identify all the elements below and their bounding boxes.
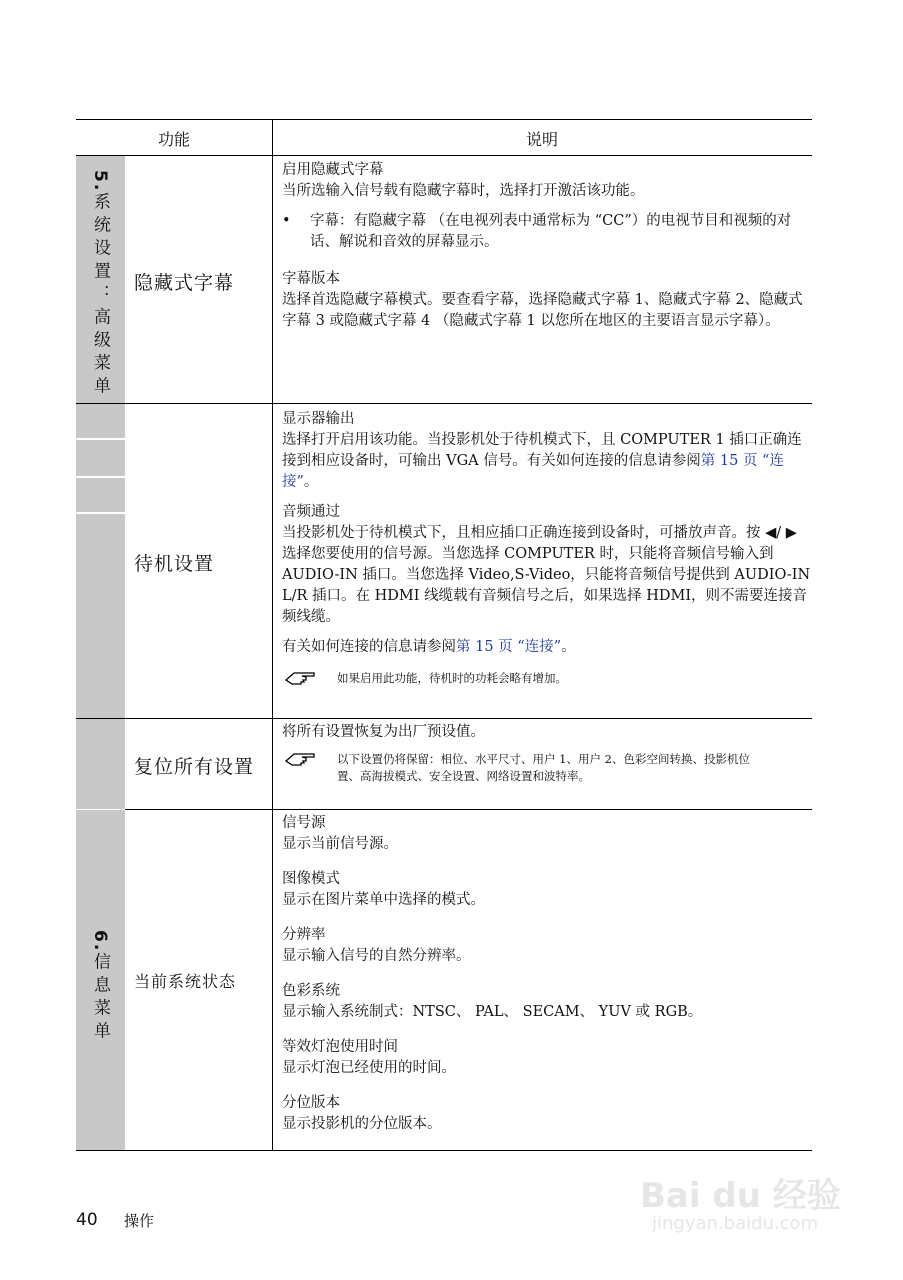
cc-description: [282, 160, 812, 332]
sidebar-block-b: [76, 440, 125, 476]
function-system-status: 当前系统状态: [134, 972, 237, 991]
monitor-out-text: [282, 430, 812, 493]
header-bottom-rule: [76, 155, 812, 156]
monitor-out-body: 选择打开启用该功能。当投影机处于待机模式下，且 COMPUTER 1 插口正确连接到相应设备时，可输出 VGA 信号。有关如何连接的信息请参阅: [282, 432, 802, 469]
status-firmware-title: 分位版本: [282, 1095, 340, 1111]
function-closed-caption: 隐藏式字幕: [134, 272, 235, 294]
section-5-number: 5.: [90, 170, 110, 193]
cc-version-title: 字幕版本: [282, 271, 340, 287]
status-description: [282, 813, 812, 1135]
connect-ref-end: 。: [561, 639, 576, 655]
connect-ref-text: [282, 637, 812, 658]
row-rule-3: [125, 809, 812, 810]
header-function: 功能: [157, 130, 190, 149]
table-bottom-rule: [76, 1150, 812, 1151]
pointing-hand-icon: [284, 749, 322, 769]
monitor-out-title: 显示器输出: [282, 411, 355, 427]
row-rule-2: [76, 718, 812, 719]
watermark-url: jingyan.baidu.com: [652, 1213, 819, 1234]
row-rule-1: [76, 403, 812, 404]
table-top-rule: [76, 119, 812, 120]
cc-bullet-text: 字幕：有隐藏字幕 （在电视列表中通常标为 “CC”）的电视节目和视频的对话、解说和音效的屏幕显示。: [310, 213, 792, 250]
status-resolution-text: 显示输入信号的自然分辨率。: [282, 948, 471, 964]
monitor-out-link[interactable]: 第 15 页 “连接”: [282, 453, 784, 490]
status-resolution-title: 分辨率: [282, 927, 326, 943]
sidebar-block-a: [76, 404, 125, 438]
function-standby-settings: 待机设置: [134, 553, 215, 575]
status-source-title: 信号源: [282, 815, 326, 831]
page-number: 40: [76, 1210, 98, 1230]
sidebar-block-c: [76, 478, 125, 512]
audio-pass-text: 当投影机处于待机模式下，且相应插口正确连接到设备时，可播放声音。按 ◀/ ▶ 选择您要使用的信号源。当您选择 COMPUTER 时，只能将音频信号输入到 AUDIO-IN 插口。当您选择 Video,S-Video，只能将音频信号提供到 AUDIO-IN L/R 插口。在 HDMI 线缆载有音频信号之后，如果选择 HDMI，则不需要连接音频线缆。: [282, 525, 811, 625]
pointing-hand-icon: [284, 668, 322, 688]
status-color-title: 色彩系统: [282, 983, 340, 999]
sidebar-block-d: [76, 514, 125, 718]
cc-version-text: 选择首选隐藏字幕模式。要查看字幕，选择隐藏式字幕 1、隐藏式字幕 2、隐藏式字幕 3 或隐藏式字幕 4 （隐藏式字幕 1 以您所在地区的主要语言显示字幕）。: [282, 292, 803, 329]
sidebar-block-e: [76, 719, 125, 809]
section-5-title: 系统设置：高级菜单: [90, 192, 110, 400]
header-description: 说明: [525, 130, 558, 149]
connect-ref-link[interactable]: 第 15 页 “连接”: [456, 639, 562, 655]
cc-enable-title: 启用隐藏式字幕: [282, 162, 384, 178]
standby-note: [282, 670, 812, 687]
status-source-text: 显示当前信号源。: [282, 836, 398, 852]
section-6-label: [88, 930, 113, 1044]
connect-ref-body: 有关如何连接的信息请参阅: [282, 639, 456, 655]
column-divider: [272, 155, 273, 1150]
function-reset-all: 复位所有设置: [134, 756, 255, 778]
status-lamp-title: 等效灯泡使用时间: [282, 1039, 398, 1055]
reset-text: 将所有设置恢复为出厂预设值。: [282, 724, 485, 740]
status-picture-title: 图像模式: [282, 871, 340, 887]
section-6-number: 6.: [90, 930, 110, 953]
watermark-brand: Bai du 经验: [640, 1176, 841, 1216]
cc-enable-text: 当所选输入信号载有隐藏字幕时，选择打开激活该功能。: [282, 183, 645, 199]
standby-note-text: 如果启用此功能，待机时的功耗会略有增加。: [337, 671, 567, 685]
standby-description: [282, 409, 812, 687]
status-lamp-text: 显示灯泡已经使用的时间。: [282, 1060, 456, 1076]
monitor-out-end: 。: [303, 474, 319, 490]
status-picture-text: 显示在图片菜单中选择的模式。: [282, 892, 485, 908]
footer-section: 操作: [124, 1212, 155, 1230]
reset-note-text: 以下设置仍将保留：相位、水平尺寸、用户 1、用户 2、色彩空间转换、投影机位置、高海拔模式、安全设置、网络设置和波特率。: [337, 752, 750, 783]
reset-note: [282, 751, 767, 785]
status-color-text: 显示输入系统制式：NTSC、 PAL、 SECAM、 YUV 或 RGB。: [282, 1004, 703, 1020]
section-5-label: [88, 170, 113, 399]
cc-bullet: [282, 211, 812, 253]
status-firmware-text: 显示投影机的分位版本。: [282, 1116, 442, 1132]
audio-pass-title: 音频通过: [282, 504, 340, 520]
section-6-title: 信息菜单: [90, 952, 110, 1045]
bullet-dot-icon: •: [282, 213, 291, 229]
reset-description: [282, 722, 812, 785]
